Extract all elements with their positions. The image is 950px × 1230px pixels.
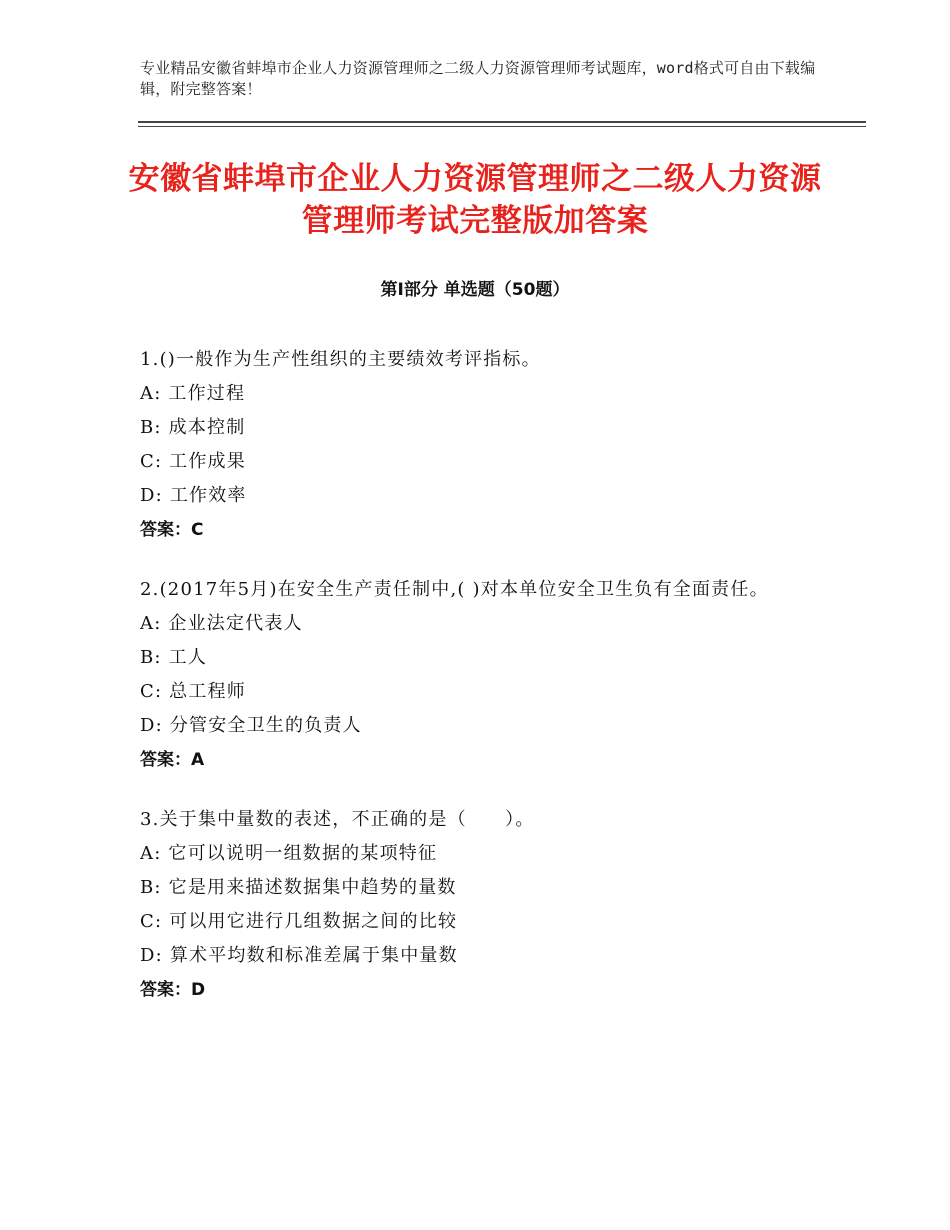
option-a: A: 企业法定代表人	[140, 613, 303, 634]
header-divider	[138, 121, 866, 123]
option-c: C: 工作成果	[140, 451, 246, 472]
answer: 答案：C	[140, 520, 204, 540]
question-list	[140, 343, 820, 1033]
question-stem: 2.(2017年5月)在安全生产责任制中,( )对本单位安全卫生负有全面责任。	[140, 579, 769, 600]
option-d: D: 分管安全卫生的负责人	[140, 715, 362, 736]
question-3	[140, 803, 820, 1007]
option-c: C: 总工程师	[140, 681, 246, 702]
option-b: B: 它是用来描述数据集中趋势的量数	[140, 877, 457, 898]
option-a: A: 工作过程	[140, 383, 246, 404]
answer: 答案：A	[140, 750, 205, 770]
section-heading: 第Ⅰ部分 单选题（50题）	[380, 280, 570, 300]
option-a: A: 它可以说明一组数据的某项特征	[140, 843, 438, 864]
option-d: D: 工作效率	[140, 485, 247, 506]
option-c: C: 可以用它进行几组数据之间的比较	[140, 911, 458, 932]
option-d: D: 算术平均数和标准差属于集中量数	[140, 945, 458, 966]
option-b: B: 成本控制	[140, 417, 246, 438]
question-stem: 1.()一般作为生产性组织的主要绩效考评指标。	[140, 349, 541, 370]
question-2	[140, 573, 820, 777]
header-divider-thin	[138, 126, 866, 127]
question-stem: 3.关于集中量数的表述，不正确的是（ ）。	[140, 809, 535, 830]
option-b: B: 工人	[140, 647, 208, 668]
header-note: 专业精品安徽省蚌埠市企业人力资源管理师之二级人力资源管理师考试题库，word格式可自由下载编辑，附完整答案！	[140, 59, 816, 98]
document-title: 安徽省蚌埠市企业人力资源管理师之二级人力资源管理师考试完整版加答案	[128, 161, 822, 239]
answer: 答案：D	[140, 980, 206, 1000]
question-1	[140, 343, 820, 547]
